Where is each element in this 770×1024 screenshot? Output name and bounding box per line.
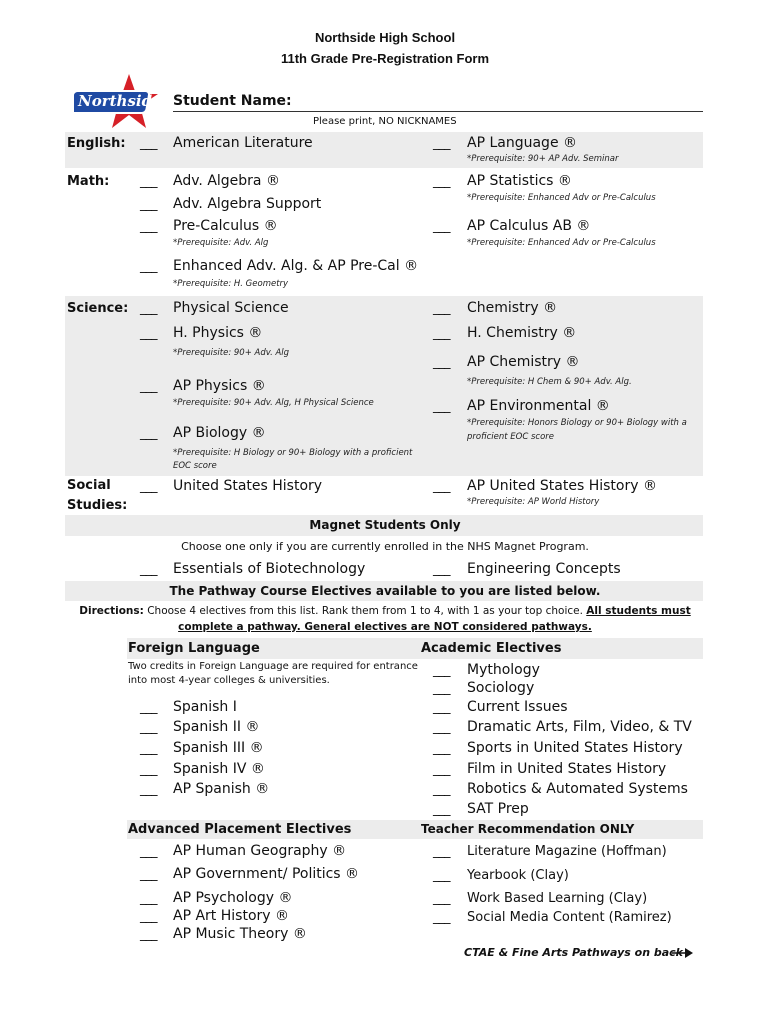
course-sociology: Sociology <box>467 680 535 696</box>
blank[interactable]: ___ <box>140 700 157 715</box>
course-mythology: Mythology <box>467 662 540 678</box>
prereq-note: *Prerequisite: 90+ Adv. Alg, H Physical Science <box>173 398 374 408</box>
blank[interactable]: ___ <box>433 136 450 151</box>
prereq-note: *Prerequisite: H Biology or 90+ Biology with a proficient <box>173 448 413 458</box>
prereq-note: *Prerequisite: 90+ AP Adv. Seminar <box>467 154 619 164</box>
school-name: Northside High School <box>314 30 456 45</box>
prereq-note: EOC score <box>173 461 217 471</box>
print-note: Please print, NO NICKNAMES <box>313 116 457 127</box>
course-sports-us-history: Sports in United States History <box>467 740 683 756</box>
blank[interactable]: ___ <box>433 562 450 577</box>
blank[interactable]: ___ <box>433 219 450 234</box>
math-label: Math: <box>67 174 110 189</box>
magnet-note: Choose one only if you are currently enrolled in the NHS Magnet Program. <box>181 540 589 553</box>
blank[interactable]: ___ <box>433 741 450 756</box>
blank[interactable]: ___ <box>140 136 157 151</box>
blank[interactable]: ___ <box>433 355 450 370</box>
course-ap-language: AP Language ® <box>467 135 578 151</box>
blank[interactable]: ___ <box>433 700 450 715</box>
blank[interactable]: ___ <box>140 379 157 394</box>
logo-text: Northside <box>78 92 162 110</box>
blank[interactable]: ___ <box>140 479 157 494</box>
course-ap-psychology: AP Psychology ® <box>173 890 293 906</box>
blank[interactable]: ___ <box>433 910 450 925</box>
student-name-label: Student Name: <box>173 93 292 109</box>
course-adv-algebra-support: Adv. Algebra Support <box>173 196 322 212</box>
prereq-note: *Prerequisite: H. Geometry <box>173 279 289 289</box>
blank[interactable]: ___ <box>140 867 157 882</box>
course-ap-physics: AP Physics ® <box>173 378 266 394</box>
blank[interactable]: ___ <box>140 782 157 797</box>
blank[interactable]: ___ <box>140 909 157 924</box>
course-film-us-history: Film in United States History <box>467 761 667 777</box>
course-ap-spanish: AP Spanish ® <box>173 781 270 797</box>
northside-logo <box>74 72 160 130</box>
pathway-title: The Pathway Course Electives available to you are listed below. <box>169 584 601 598</box>
blank[interactable]: ___ <box>433 802 450 817</box>
blank[interactable]: ___ <box>140 426 157 441</box>
course-us-history: United States History <box>173 478 323 494</box>
course-literature-magazine: Literature Magazine (Hoffman) <box>467 844 667 859</box>
blank[interactable]: ___ <box>433 479 450 494</box>
directions-text: Choose 4 electives from this list. Rank them from 1 to 4, with 1 as your top choice. <box>143 605 587 617</box>
back-note: CTAE & Fine Arts Pathways on back <box>464 946 683 959</box>
prereq-note: *Prerequisite: Honors Biology or 90+ Biology with a <box>467 418 687 428</box>
course-spanish-3: Spanish III ® <box>173 740 264 756</box>
course-robotics: Robotics & Automated Systems <box>467 781 688 797</box>
course-adv-algebra: Adv. Algebra ® <box>173 173 280 189</box>
course-ap-human-geography: AP Human Geography ® <box>173 843 347 859</box>
blank[interactable]: ___ <box>140 326 157 341</box>
course-social-media-content: Social Media Content (Ramirez) <box>467 910 672 925</box>
academic-electives-title: Academic Electives <box>421 641 562 656</box>
teacher-rec-title: Teacher Recommendation ONLY <box>421 822 635 836</box>
blank[interactable]: ___ <box>433 301 450 316</box>
blank[interactable]: ___ <box>140 741 157 756</box>
course-engineering-concepts: Engineering Concepts <box>467 561 621 577</box>
prereq-note: *Prerequisite: Enhanced Adv or Pre-Calculus <box>467 193 656 203</box>
course-ap-chemistry: AP Chemistry ® <box>467 354 580 370</box>
blank[interactable]: ___ <box>433 399 450 414</box>
course-ap-calculus-ab: AP Calculus AB ® <box>467 218 591 234</box>
prereq-note: *Prerequisite: 90+ Adv. Alg <box>173 348 290 358</box>
course-pre-calculus: Pre-Calculus ® <box>173 218 278 234</box>
prereq-note: *Prerequisite: H Chem & 90+ Adv. Alg. <box>467 377 632 387</box>
blank[interactable]: ___ <box>433 720 450 735</box>
course-american-literature: American Literature <box>173 135 313 151</box>
course-yearbook: Yearbook (Clay) <box>467 868 569 883</box>
blank[interactable]: ___ <box>140 197 157 212</box>
course-spanish-2: Spanish II ® <box>173 719 260 735</box>
arrow-right-icon <box>672 945 694 964</box>
prereq-note: *Prerequisite: Enhanced Adv or Pre-Calculus <box>467 238 656 248</box>
blank[interactable]: ___ <box>140 762 157 777</box>
directions-label: Directions: <box>79 605 144 617</box>
prereq-note: *Prerequisite: AP World History <box>467 497 600 507</box>
blank[interactable]: ___ <box>140 562 157 577</box>
course-ap-environmental: AP Environmental ® <box>467 398 610 414</box>
course-spanish-1: Spanish I <box>173 699 237 715</box>
blank[interactable]: ___ <box>140 927 157 942</box>
blank[interactable]: ___ <box>433 891 450 906</box>
course-ap-music-theory: AP Music Theory ® <box>173 926 307 942</box>
blank[interactable]: ___ <box>140 301 157 316</box>
blank[interactable]: ___ <box>433 326 450 341</box>
course-work-based-learning: Work Based Learning (Clay) <box>467 891 648 906</box>
course-sat-prep: SAT Prep <box>467 801 529 817</box>
foreign-note: Two credits in Foreign Language are required for entrance <box>128 661 418 672</box>
course-ap-statistics: AP Statistics ® <box>467 173 572 189</box>
course-essentials-biotech: Essentials of Biotechnology <box>173 561 366 577</box>
course-ap-us-history: AP United States History ® <box>467 478 657 494</box>
english-label: English: <box>67 136 126 151</box>
foreign-note: into most 4-year colleges & universities. <box>128 675 330 686</box>
blank[interactable]: ___ <box>140 720 157 735</box>
blank[interactable]: ___ <box>433 681 450 696</box>
foreign-language-title: Foreign Language <box>128 641 260 656</box>
blank[interactable]: ___ <box>140 259 157 274</box>
course-dramatic-arts: Dramatic Arts, Film, Video, & TV <box>467 719 692 735</box>
directions <box>0 605 770 617</box>
prereq-note: *Prerequisite: Adv. Alg <box>173 238 269 248</box>
directions-strong: All students must <box>586 605 691 617</box>
prereq-note: proficient EOC score <box>467 432 554 442</box>
ap-electives-title: Advanced Placement Electives <box>128 822 352 837</box>
blank[interactable]: ___ <box>433 782 450 797</box>
course-ap-art-history: AP Art History ® <box>173 908 289 924</box>
course-ap-biology: AP Biology ® <box>173 425 266 441</box>
blank[interactable]: ___ <box>433 868 450 883</box>
course-enhanced-adv-alg: Enhanced Adv. Alg. & AP Pre-Cal ® <box>173 258 419 274</box>
blank[interactable]: ___ <box>433 174 450 189</box>
directions-strong: complete a pathway. General electives are NOT considered pathways. <box>178 621 592 633</box>
course-chemistry: Chemistry ® <box>467 300 558 316</box>
form-title: 11th Grade Pre-Registration Form <box>280 51 490 66</box>
blank[interactable]: ___ <box>140 219 157 234</box>
blank[interactable]: ___ <box>433 663 450 678</box>
science-label: Science: <box>67 301 129 316</box>
course-h-chemistry: H. Chemistry ® <box>467 325 577 341</box>
magnet-title: Magnet Students Only <box>309 518 461 532</box>
blank[interactable]: ___ <box>140 174 157 189</box>
course-physical-science: Physical Science <box>173 300 289 316</box>
student-name-line[interactable] <box>173 111 703 112</box>
course-spanish-4: Spanish IV ® <box>173 761 265 777</box>
blank[interactable]: ___ <box>140 891 157 906</box>
blank[interactable]: ___ <box>140 844 157 859</box>
course-h-physics: H. Physics ® <box>173 325 263 341</box>
course-ap-government: AP Government/ Politics ® <box>173 866 360 882</box>
social-studies-label: Studies: <box>67 498 128 513</box>
social-studies-label: Social <box>67 478 111 493</box>
course-current-issues: Current Issues <box>467 699 568 715</box>
blank[interactable]: ___ <box>433 844 450 859</box>
blank[interactable]: ___ <box>433 762 450 777</box>
